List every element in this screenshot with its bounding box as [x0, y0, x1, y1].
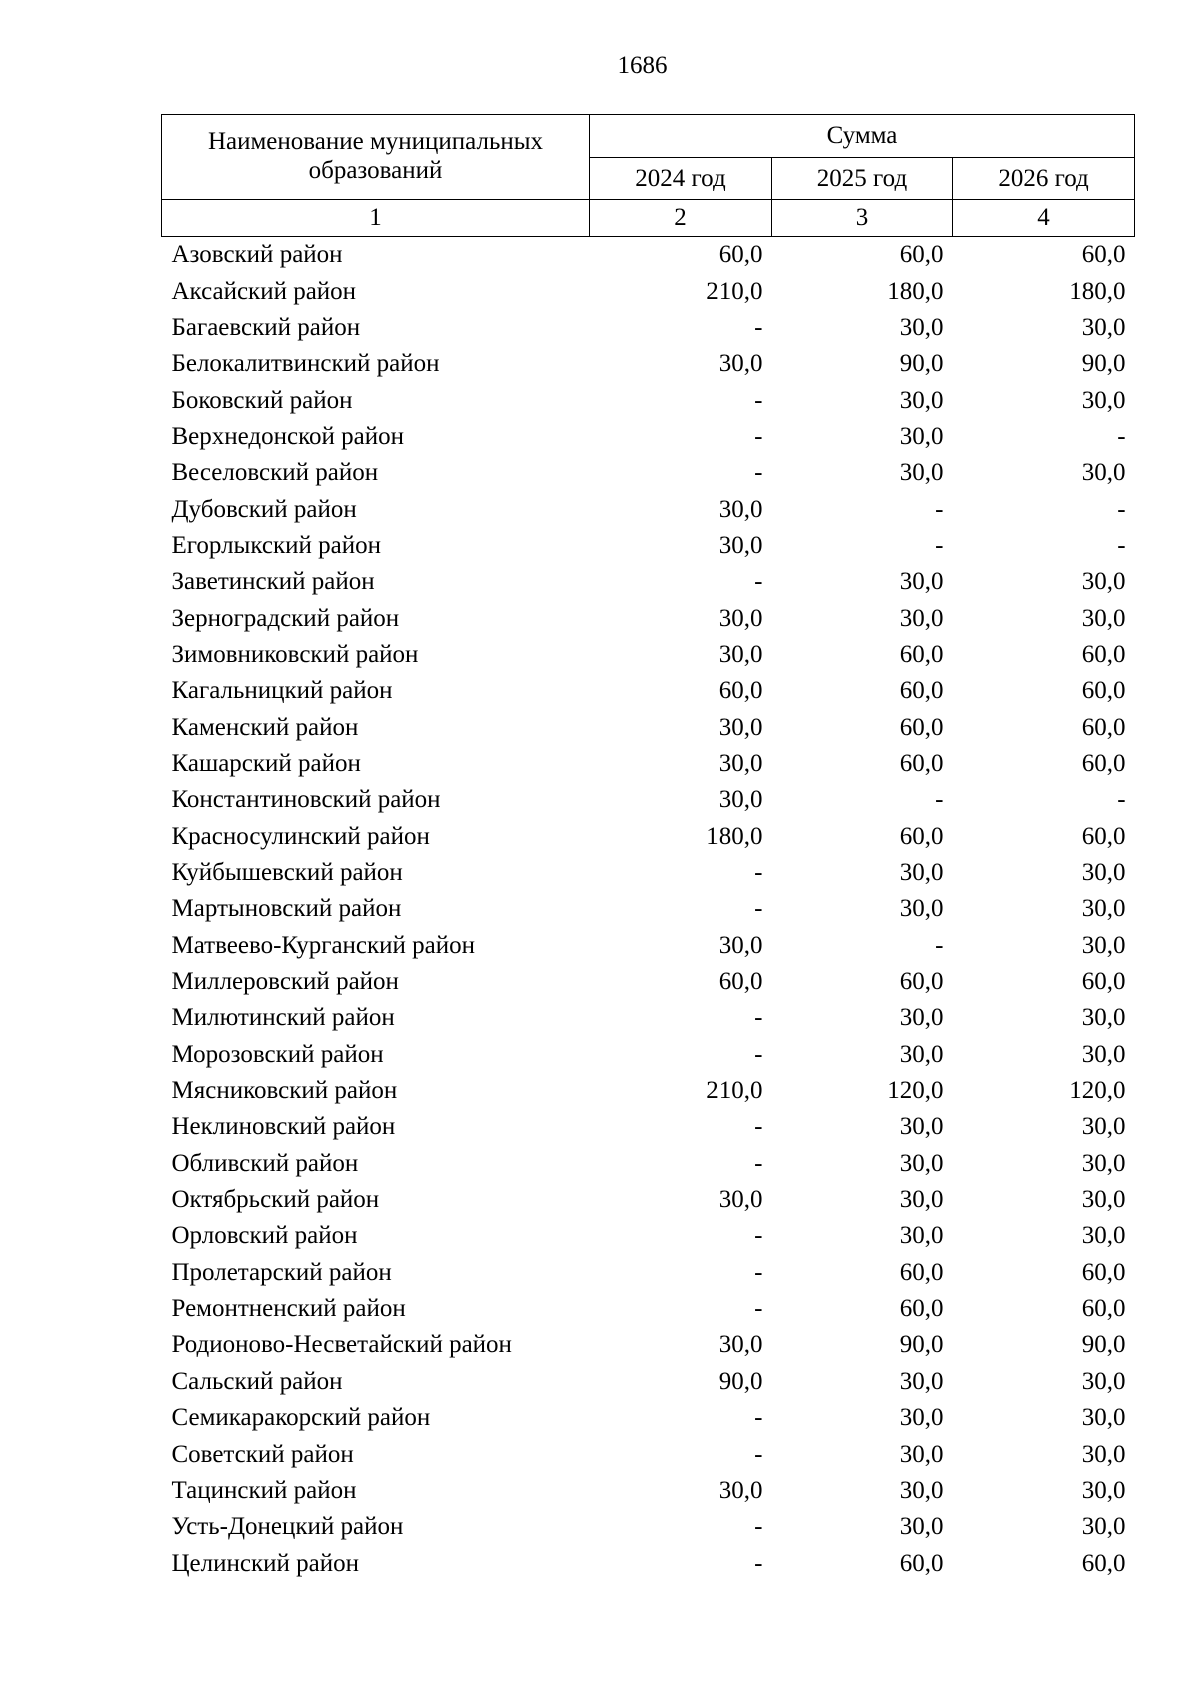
value-2024: - — [754, 1113, 763, 1141]
table-row — [162, 1291, 1135, 1327]
value-2024: - — [754, 459, 763, 487]
value-2025: 180,0 — [887, 277, 944, 305]
table-row — [162, 600, 1135, 636]
value-2024: - — [754, 859, 763, 887]
value-2025: 30,0 — [899, 1004, 944, 1032]
value-2024: - — [754, 313, 763, 341]
municipality-name: Кашарский район — [171, 749, 361, 777]
value-2026: 30,0 — [1081, 313, 1126, 341]
table-row — [162, 746, 1135, 782]
value-2024: - — [754, 386, 763, 414]
value-2025: 120,0 — [887, 1077, 944, 1105]
value-2026: 30,0 — [1081, 1149, 1126, 1177]
value-2026: 60,0 — [1081, 677, 1126, 705]
table-row — [162, 782, 1135, 818]
municipality-name: Морозовский район — [171, 1040, 384, 1068]
value-2025: 30,0 — [899, 422, 944, 450]
value-2024: 30,0 — [718, 1476, 763, 1504]
value-2025: 30,0 — [899, 386, 944, 414]
header-sum: Сумма — [590, 115, 1135, 158]
value-2024: 210,0 — [706, 1077, 763, 1105]
value-2024: - — [754, 1258, 763, 1286]
value-2026: 30,0 — [1081, 895, 1126, 923]
value-2026: 90,0 — [1081, 350, 1126, 378]
value-2024: - — [754, 1040, 763, 1068]
value-2025: 30,0 — [899, 1113, 944, 1141]
value-2026: 30,0 — [1081, 1040, 1126, 1068]
table-row — [162, 1037, 1135, 1073]
value-2024: 60,0 — [718, 677, 763, 705]
table-row — [162, 855, 1135, 891]
table-row — [162, 419, 1135, 455]
value-2024: - — [754, 1513, 763, 1541]
table-row — [162, 1146, 1135, 1182]
table-row — [162, 346, 1135, 382]
value-2024: 30,0 — [718, 495, 763, 523]
value-2026: 30,0 — [1081, 1404, 1126, 1432]
value-2025: 90,0 — [899, 350, 944, 378]
municipality-name: Константиновский район — [171, 786, 441, 814]
table-row — [162, 1327, 1135, 1363]
value-2024: - — [754, 1549, 763, 1577]
value-2026: - — [1117, 531, 1126, 559]
value-2024: - — [754, 568, 763, 596]
value-2025: - — [935, 786, 944, 814]
municipality-name: Егорлыкский район — [171, 531, 381, 559]
value-2026: - — [1117, 422, 1126, 450]
municipality-name: Мясниковский район — [171, 1077, 398, 1105]
table-row — [162, 1073, 1135, 1109]
value-2026: 30,0 — [1081, 1222, 1126, 1250]
value-2024: 30,0 — [718, 640, 763, 668]
value-2025: 60,0 — [899, 1549, 944, 1577]
municipality-name: Веселовский район — [171, 459, 379, 487]
value-2024: 30,0 — [718, 350, 763, 378]
municipality-name: Родионово-Несветайский район — [171, 1331, 512, 1359]
municipality-name: Орловский район — [171, 1222, 358, 1250]
table-body — [162, 237, 1135, 1582]
municipality-name: Усть-Донецкий район — [171, 1513, 404, 1541]
value-2026: 30,0 — [1081, 459, 1126, 487]
table-row — [162, 1182, 1135, 1218]
value-2025: 30,0 — [899, 1404, 944, 1432]
municipality-name: Семикаракорский район — [171, 1404, 431, 1432]
value-2025: 60,0 — [899, 677, 944, 705]
table-row — [162, 237, 1135, 274]
header-municipality-name: Наименование муниципальных образований — [162, 115, 590, 200]
value-2026: 60,0 — [1081, 1258, 1126, 1286]
municipality-name: Зерноградский район — [171, 604, 400, 632]
municipality-name: Мартыновский район — [171, 895, 402, 923]
municipality-name: Тацинский район — [171, 1476, 357, 1504]
value-2024: 30,0 — [718, 713, 763, 741]
value-2026: 60,0 — [1081, 749, 1126, 777]
value-2025: - — [935, 931, 944, 959]
municipality-name: Обливский район — [171, 1149, 359, 1177]
value-2026: - — [1117, 786, 1126, 814]
municipality-name: Октябрьский район — [171, 1186, 380, 1214]
table-row — [162, 709, 1135, 745]
value-2024: 30,0 — [718, 531, 763, 559]
municipality-name: Заветинский район — [171, 568, 375, 596]
value-2025: 30,0 — [899, 1513, 944, 1541]
value-2026: 30,0 — [1081, 1367, 1126, 1395]
value-2026: 120,0 — [1069, 1077, 1126, 1105]
value-2024: - — [754, 422, 763, 450]
municipality-name: Каменский район — [171, 713, 359, 741]
value-2025: 60,0 — [899, 749, 944, 777]
table-row — [162, 673, 1135, 709]
value-2025: 60,0 — [899, 1295, 944, 1323]
value-2025: 30,0 — [899, 859, 944, 887]
value-2026: 30,0 — [1081, 1186, 1126, 1214]
value-2025: 60,0 — [899, 1258, 944, 1286]
table-row — [162, 1364, 1135, 1400]
table-row — [162, 1545, 1135, 1581]
municipality-name: Ремонтненский район — [171, 1295, 406, 1323]
value-2026: 180,0 — [1069, 277, 1126, 305]
value-2024: 90,0 — [718, 1367, 763, 1395]
municipality-name: Неклиновский район — [171, 1113, 396, 1141]
value-2025: 30,0 — [899, 1040, 944, 1068]
value-2025: 60,0 — [899, 640, 944, 668]
value-2024: 30,0 — [718, 1186, 763, 1214]
value-2024: 180,0 — [706, 822, 763, 850]
value-2026: 60,0 — [1081, 241, 1126, 269]
municipality-name: Матвеево-Курганский район — [171, 931, 476, 959]
value-2024: 60,0 — [718, 241, 763, 269]
value-2026: 30,0 — [1081, 1004, 1126, 1032]
table-row — [162, 1509, 1135, 1545]
table-row — [162, 382, 1135, 418]
value-2025: 60,0 — [899, 241, 944, 269]
value-2025: 30,0 — [899, 895, 944, 923]
table-row — [162, 1218, 1135, 1254]
table-row — [162, 819, 1135, 855]
value-2026: 60,0 — [1081, 640, 1126, 668]
value-2026: 30,0 — [1081, 386, 1126, 414]
value-2024: - — [754, 1404, 763, 1432]
value-2024: 210,0 — [706, 277, 763, 305]
value-2026: 30,0 — [1081, 1440, 1126, 1468]
table-row — [162, 928, 1135, 964]
municipality-name: Советский район — [171, 1440, 354, 1468]
value-2024: 30,0 — [718, 1331, 763, 1359]
table-row — [162, 1473, 1135, 1509]
municipality-name: Миллеровский район — [171, 968, 399, 996]
table-row — [162, 491, 1135, 527]
header-year-2025: 2025 год — [772, 158, 953, 200]
table-row — [162, 891, 1135, 927]
value-2025: 30,0 — [899, 1186, 944, 1214]
value-2025: 60,0 — [899, 713, 944, 741]
municipality-name: Милютинский район — [171, 1004, 395, 1032]
value-2025: 30,0 — [899, 568, 944, 596]
value-2025: 30,0 — [899, 1149, 944, 1177]
value-2026: 30,0 — [1081, 931, 1126, 959]
value-2025: 30,0 — [899, 1222, 944, 1250]
table-row — [162, 1400, 1135, 1436]
municipality-name: Верхнедонской район — [171, 422, 404, 450]
value-2025: - — [935, 531, 944, 559]
value-2024: - — [754, 1004, 763, 1032]
table-row — [162, 1255, 1135, 1291]
value-2024: - — [754, 1295, 763, 1323]
municipality-name: Дубовский район — [171, 495, 357, 523]
value-2026: 30,0 — [1081, 859, 1126, 887]
value-2026: - — [1117, 495, 1126, 523]
table-row — [162, 455, 1135, 491]
value-2025: 90,0 — [899, 1331, 944, 1359]
value-2026: 30,0 — [1081, 604, 1126, 632]
value-2025: 30,0 — [899, 1440, 944, 1468]
municipality-name: Багаевский район — [171, 313, 361, 341]
table-row — [162, 564, 1135, 600]
value-2025: 60,0 — [899, 822, 944, 850]
header-year-2024: 2024 год — [590, 158, 772, 200]
table-row — [162, 273, 1135, 309]
value-2026: 90,0 — [1081, 1331, 1126, 1359]
municipality-name: Кагальницкий район — [171, 677, 393, 705]
header-column-number-1: 1 — [162, 200, 590, 237]
value-2026: 60,0 — [1081, 713, 1126, 741]
municipality-name: Аксайский район — [171, 277, 357, 305]
value-2024: - — [754, 1440, 763, 1468]
value-2024: 30,0 — [718, 931, 763, 959]
value-2026: 60,0 — [1081, 968, 1126, 996]
value-2025: - — [935, 495, 944, 523]
municipality-name: Пролетарский район — [171, 1258, 392, 1286]
header-year-2026: 2026 год — [953, 158, 1135, 200]
municipality-name: Сальский район — [171, 1367, 343, 1395]
value-2025: 60,0 — [899, 968, 944, 996]
header-column-number-3: 3 — [772, 200, 953, 237]
table-row — [162, 1109, 1135, 1145]
value-2025: 30,0 — [899, 1476, 944, 1504]
municipality-name: Зимовниковский район — [171, 640, 419, 668]
value-2024: - — [754, 1149, 763, 1177]
table-row — [162, 637, 1135, 673]
table-row — [162, 1436, 1135, 1472]
allocation-table — [161, 114, 1135, 1582]
municipality-name: Боковский район — [171, 386, 353, 414]
value-2026: 30,0 — [1081, 1113, 1126, 1141]
value-2025: 30,0 — [899, 313, 944, 341]
value-2026: 30,0 — [1081, 1513, 1126, 1541]
municipality-name: Куйбышевский район — [171, 859, 403, 887]
header-column-number-4: 4 — [953, 200, 1135, 237]
page-number: 1686 — [617, 52, 668, 79]
value-2025: 30,0 — [899, 459, 944, 487]
municipality-name: Белокалитвинский район — [171, 350, 440, 378]
value-2026: 60,0 — [1081, 822, 1126, 850]
municipality-name: Красносулинский район — [171, 822, 430, 850]
table-row — [162, 310, 1135, 346]
value-2025: 30,0 — [899, 604, 944, 632]
value-2026: 60,0 — [1081, 1549, 1126, 1577]
value-2026: 60,0 — [1081, 1295, 1126, 1323]
value-2026: 30,0 — [1081, 568, 1126, 596]
municipality-name: Азовский район — [171, 241, 343, 269]
table-header — [162, 115, 1135, 237]
value-2024: - — [754, 1222, 763, 1250]
value-2025: 30,0 — [899, 1367, 944, 1395]
table-row — [162, 1000, 1135, 1036]
value-2024: - — [754, 895, 763, 923]
value-2024: 30,0 — [718, 604, 763, 632]
value-2024: 60,0 — [718, 968, 763, 996]
header-column-number-2: 2 — [590, 200, 772, 237]
value-2024: 30,0 — [718, 749, 763, 777]
municipality-name: Целинский район — [171, 1549, 359, 1577]
table-row — [162, 528, 1135, 564]
table-row — [162, 964, 1135, 1000]
value-2024: 30,0 — [718, 786, 763, 814]
value-2026: 30,0 — [1081, 1476, 1126, 1504]
